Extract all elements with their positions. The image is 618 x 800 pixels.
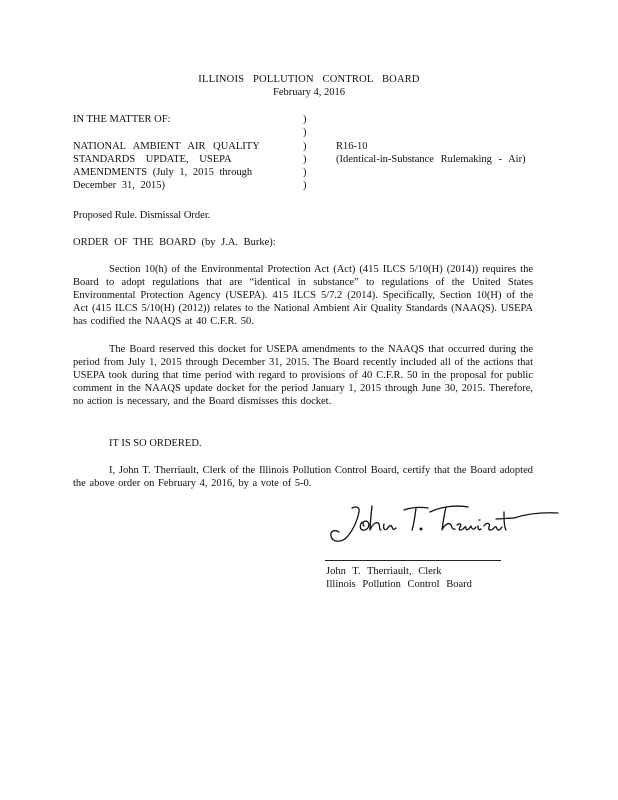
caption-paren: ) (303, 127, 307, 138)
caption-paren: ) (303, 167, 307, 178)
signature-line (325, 560, 501, 561)
caption-paren: ) (303, 141, 307, 152)
caption-line-3: AMENDMENTS (July 1, 2015 through (73, 167, 253, 178)
order-heading: ORDER OF THE BOARD (by J.A. Burke): (73, 237, 276, 248)
certification-paragraph: I, John T. Therriault, Clerk of the Illinois Pollution Control Board, certify that the Board adopted the above order on February 4, 2016, by a vote of 5-0. (73, 465, 533, 489)
caption-paren: ) (303, 114, 307, 125)
body-paragraph-2: The Board reserved this docket for USEPA amendments to the NAAQS that occurred during the period from July 1, 2015 through December 31, 2015. The Board recently included all of the actions that USEPA took during that time period with regard to provisions of 40 C.F.R. 50 in the proposal for public comment in the NAAQS update docket for the period January 1, 2015 through June 30, 2015. Therefore, no action is necessary, and the Board dismisses this docket. (73, 344, 533, 407)
caption-line-4: December 31, 2015) (73, 180, 166, 191)
in-the-matter-label: IN THE MATTER OF: (73, 114, 171, 125)
document-type: Proposed Rule. Dismissal Order. (73, 210, 211, 221)
docket-type: (Identical-in-Substance Rulemaking - Air) (336, 154, 526, 165)
handwritten-signature (326, 496, 566, 552)
docket-number: R16-10 (336, 141, 368, 152)
caption-paren: ) (303, 180, 307, 191)
signatory-organization: Illinois Pollution Control Board (326, 579, 472, 590)
agency-title: ILLINOIS POLLUTION CONTROL BOARD (198, 74, 420, 85)
so-ordered: IT IS SO ORDERED. (109, 438, 202, 449)
signatory-name: John T. Therriault, Clerk (326, 566, 442, 577)
caption-line-2: STANDARDS UPDATE, USEPA (73, 154, 232, 165)
document-date: February 4, 2016 (272, 87, 346, 98)
body-paragraph-1: Section 10(h) of the Environmental Protection Act (Act) (415 ILCS 5/10(H) (2014)) requires the Board to adopt regulations that are “identical in substance” to regulations of the United States Environmental Protection Agency (USEPA). 415 ILCS 5/7.2 (2014). Specifically, Section 10(H) of the Act (415 ILCS 5/10(H) (2012)) relates to the National Ambient Air Quality Standards (NAAQS). USEPA has codified the NAAQS at 40 C.F.R. 50. (73, 264, 533, 327)
caption-line-1: NATIONAL AMBIENT AIR QUALITY (73, 141, 260, 152)
caption-paren: ) (303, 154, 307, 165)
